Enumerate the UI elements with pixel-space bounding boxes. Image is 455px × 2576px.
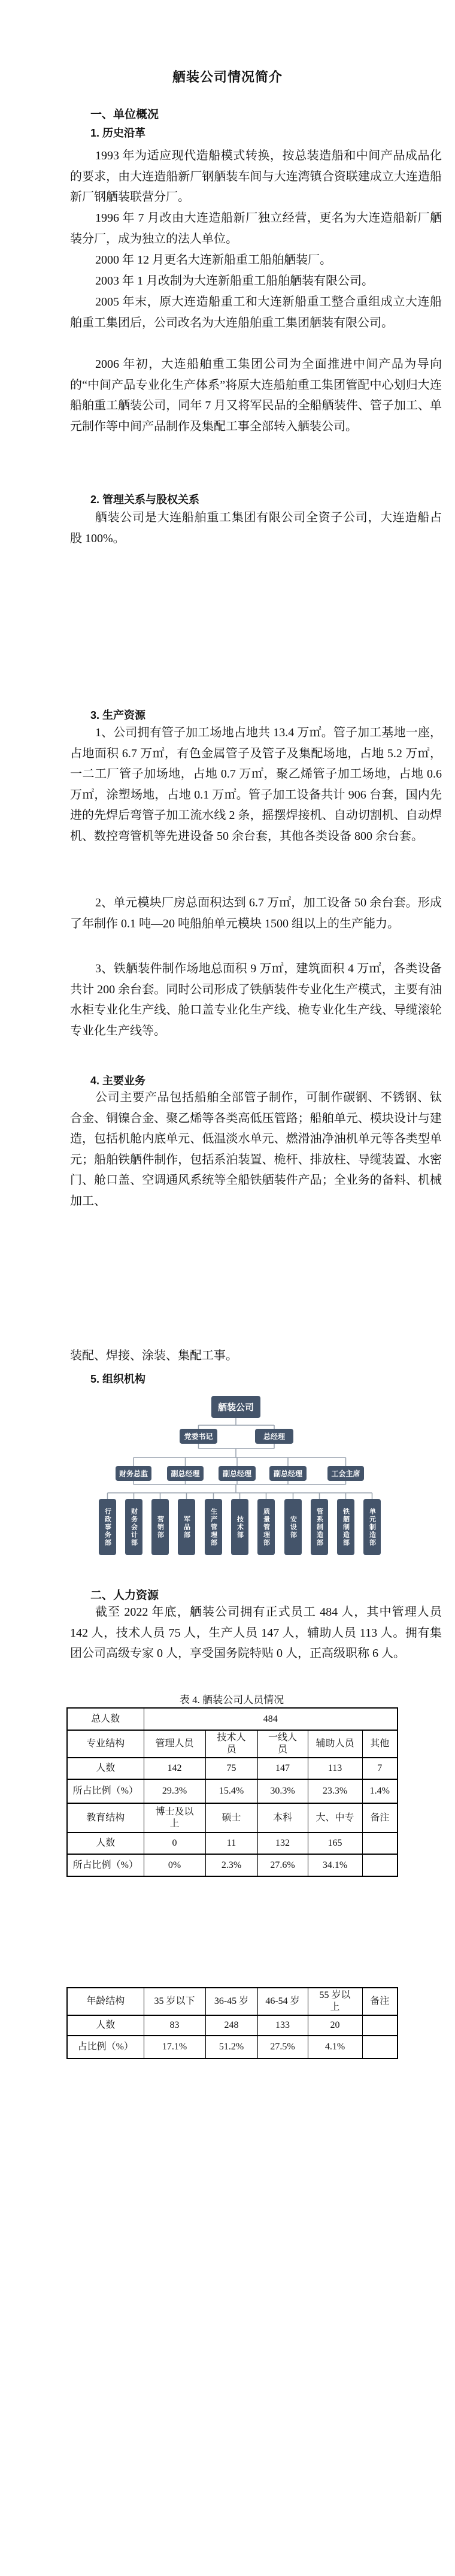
value-cell: 248 [205,2015,257,2036]
value-cell: 133 [257,2015,308,2036]
governance-paragraph: 舾装公司是大连船舶重工集团有限公司全资子公司，大连造船占股 100%。 [70,511,442,545]
heading-history: 1. 历史沿革 [90,127,146,139]
org-dept-quality-mgmt [257,1499,275,1555]
age-structure-table [66,1987,398,2059]
value-cell: 0 [144,1833,205,1854]
org-cfo-box [116,1466,151,1481]
header-cell: 大、中专 [308,1803,362,1833]
org-dept-safety-equipment [284,1499,302,1555]
value-cell: 132 [257,1833,308,1854]
org-dept-label: 单元制造部 [368,1507,376,1547]
org-party-secretary-box [180,1429,217,1444]
org-dept-label: 军品部 [183,1515,190,1539]
org-dept-label: 管系制造部 [316,1507,323,1547]
org-dept-label: 安设部 [289,1515,297,1539]
table-row [67,1779,398,1803]
header-cell [257,1730,308,1758]
hr-paragraph: 截至 2022 年底，舾装公司拥有正式员工 484 人，其中管理人员 142 人，技术人员 75 人，生产人员 147 人，辅助人员 113 人。拥有集团公司高级专家 0 人，享受国务院特贴 0 人，正高级职称 6 人。 [70,1606,442,1661]
org-box-label: 财务总监 [119,1470,148,1478]
education-structure-label: 教育结构 [67,1803,144,1833]
heading-main-business: 4. 主要业务 [90,1075,146,1087]
org-box-label: 总经理 [263,1432,285,1441]
age-structure-label: 年龄结构 [67,1988,144,2015]
table-row [67,1803,398,1833]
history-paragraph-4: 2003 年 1 月改制为大连新船重工船舶舾装有限公司。 [95,274,374,288]
personnel-table [66,1707,398,1877]
header-cell: 其他 [362,1730,398,1758]
table-row [67,2015,398,2036]
heading-production-resources: 3. 生产资源 [90,709,146,721]
org-box-label: 副总经理 [273,1470,302,1478]
header-text: 55 岁以上 [319,1990,351,2012]
header-cell: 46-54 岁 [257,1988,308,2015]
header-cell: 硕士 [205,1803,257,1833]
business-paragraph-part2: 装配、焊接、涂装、集配工事。 [70,1349,238,1362]
value-cell: 11 [205,1833,257,1854]
row-label-cell: 人数 [67,2015,144,2036]
org-dept-finance-accounting [125,1499,142,1555]
heading-governance: 2. 管理关系与股权关系 [90,494,200,506]
value-cell: 1.4% [362,1779,398,1803]
heading-unit-overview: 一、单位概况 [90,108,159,121]
org-union-chairman-box [327,1466,364,1481]
org-dept-military-products [178,1499,195,1555]
value-cell: 34.1% [308,1854,362,1876]
history-paragraph-6: 2006 年初，大连船舶重工集团公司为全面推进中间产品为导向的“中间产品专业化生产体系”将原大连船舶重工集团管配中心划归大连船舶重工舾装公司，同年 7 月又将军民品的全船舾装件、管子加工、单元制作等中间产品制作及集配工事全部转入舾装公司。 [70,358,442,433]
header-cell: 辅助人员 [308,1730,362,1758]
row-label-cell: 占比例（%） [67,2036,144,2058]
heading-organization: 5. 组织机构 [90,1373,146,1385]
history-paragraph-1: 1993 年为适应现代造船模式转换，按总装造船和中间产品成品化的要求，由大连造船新厂钢舾装车间与大连湾镇合资联建成立大连造船新厂钢舾装联营分厂。 [70,149,442,204]
value-cell [362,1833,398,1854]
resources-paragraph-2: 2、单元模块厂房总面积达到 6.7 万㎡，加工设备 50 余台套。形成了年制作 0.1 吨—20 吨船舶单元模块 1500 组以上的生产能力。 [70,896,442,930]
total-value-cell: 484 [144,1708,398,1730]
value-cell: 165 [308,1833,362,1854]
header-cell [205,1730,257,1758]
value-cell: 17.1% [144,2036,205,2058]
org-dept-label: 铁舾制造部 [342,1507,350,1547]
org-box-label: 副总经理 [222,1470,251,1478]
resources-paragraph-1: 1、公司拥有管子加工场地占地共 13.4 万㎡。管子加工基地一座，占地面积 6.7 万㎡，有色金属管子及管子及集配场地，占地 5.2 万㎡，一二工厂管子加场地，占地 0.7 万㎡，聚乙烯管子加工场地，占地 0.6 万㎡，涂塑场地，占地 0.1 万㎡。管子加工设备共计 906 台套，国内先进的先焊后弯管子加工流水线 2 条，摇摆焊接机、自动切割机、自动焊机、数控弯管机等先进设备 50 余台套，其他各类设备 800 余台套。 [70,726,442,843]
value-cell: 113 [308,1758,362,1779]
doc-title: 舾装公司情况简介 [172,69,283,84]
row-label-cell: 所占比例（%） [67,1854,144,1876]
header-cell: 本科 [257,1803,308,1833]
value-cell: 0% [144,1854,205,1876]
header-cell: 35 岁以下 [144,1988,205,2015]
table-row [67,1708,398,1730]
header-text: 技术人员 [217,1733,246,1755]
org-dept-label: 生产管理部 [210,1507,217,1547]
header-text: 一线人员 [268,1733,298,1755]
row-label-cell: 人数 [67,1758,144,1779]
value-cell: 2.3% [205,1854,257,1876]
business-paragraph-part1: 公司主要产品包括船舶全部管子制作，可制作碳钢、不锈钢、钛合金、铜镍合金、聚乙烯等各类高低压管路；船舶单元、模块设计与建造，包括机舱内底单元、低温淡水单元、燃滑油净油机单元等各类型单元；船舶铁舾件制作，包括系泊装置、桅杆、排放柱、导缆装置、水密门、舱口盖、空调通风系统等全船铁舾装件产品；全业务的备料、机械加工、 [70,1091,442,1208]
org-dept-label: 技术部 [236,1515,244,1539]
org-root-box [211,1396,260,1418]
table1-caption: 表 4. 舾装公司人员情况 [179,1694,284,1706]
org-chart [0,1390,455,1570]
row-label-cell: 人数 [67,1833,144,1854]
org-dept-production-mgmt [205,1499,222,1555]
org-dept-technology [231,1499,248,1555]
profession-structure-label: 专业结构 [67,1730,144,1758]
header-cell: 36-45 岁 [205,1988,257,2015]
org-deputy-gm-box-3 [269,1466,307,1481]
header-cell [308,1988,362,2015]
heading-human-resources: 二、人力资源 [90,1589,159,1602]
value-cell: 83 [144,2015,205,2036]
resources-paragraph-3: 3、铁舾装件制作场地总面积 9 万㎡，建筑面积 4 万㎡，各类设备共计 200 余台套。同时公司形成了铁舾装件专业化生产模式，主要有油水柜专业化生产线、舱口盖专业化生产线、桅专业化生产线、导缆滚轮专业化生产线等。 [70,962,442,1038]
header-cell: 备注 [362,1803,398,1833]
org-deputy-gm-box-2 [219,1466,256,1481]
header-cell [144,1803,205,1833]
table-row [67,2036,398,2058]
value-cell: 75 [205,1758,257,1779]
org-dept-admin-affairs [99,1499,116,1555]
value-cell: 29.3% [144,1779,205,1803]
history-paragraph-5: 2005 年末，原大连造船重工和大连新船重工整合重组成立大连船舶重工集团后，公司改名为大连船舶重工集团舾装有限公司。 [70,295,442,329]
history-paragraph-2: 1996 年 7 月改由大连造船新厂独立经营，更名为大连造船新厂舾装分厂，成为独立的法人单位。 [70,211,442,246]
value-cell: 7 [362,1758,398,1779]
header-text: 博士及以上 [155,1806,194,1829]
row-label-cell: 所占比例（%） [67,1779,144,1803]
value-cell: 142 [144,1758,205,1779]
value-cell [362,1854,398,1876]
org-box-label: 党委书记 [184,1432,213,1441]
org-dept-marketing [151,1499,169,1555]
table-row [67,1833,398,1854]
org-box-label: 副总经理 [171,1470,200,1478]
org-dept-pipe-manufacturing [311,1499,328,1555]
table-row [67,1988,398,2015]
value-cell: 51.2% [205,2036,257,2058]
table-row [67,1758,398,1779]
table-row [67,1730,398,1758]
header-cell: 管理人员 [144,1730,205,1758]
org-deputy-gm-box-1 [167,1466,204,1481]
value-cell [362,2015,398,2036]
org-dept-label: 质量管理部 [262,1507,270,1547]
value-cell: 23.3% [308,1779,362,1803]
org-dept-iron-outfitting [337,1499,354,1555]
value-cell: 30.3% [257,1779,308,1803]
org-dept-unit-manufacturing [363,1499,381,1555]
value-cell: 27.6% [257,1854,308,1876]
value-cell: 20 [308,2015,362,2036]
org-dept-label: 行政事务部 [104,1507,111,1547]
org-root-label: 舾装公司 [217,1402,254,1413]
header-cell: 备注 [362,1988,398,2015]
value-cell [362,2036,398,2058]
table-row [67,1854,398,1876]
value-cell: 27.5% [257,2036,308,2058]
org-box-label: 工会主席 [331,1470,360,1478]
org-general-manager-box [255,1429,293,1444]
value-cell: 15.4% [205,1779,257,1803]
total-label-cell: 总人数 [67,1708,144,1730]
value-cell: 147 [257,1758,308,1779]
org-dept-label: 营销部 [156,1515,164,1539]
history-paragraph-3: 2000 年 12 月更名大连新船重工船舶舾装厂。 [95,253,332,267]
org-dept-label: 财务会计部 [130,1507,138,1547]
value-cell: 4.1% [308,2036,362,2058]
